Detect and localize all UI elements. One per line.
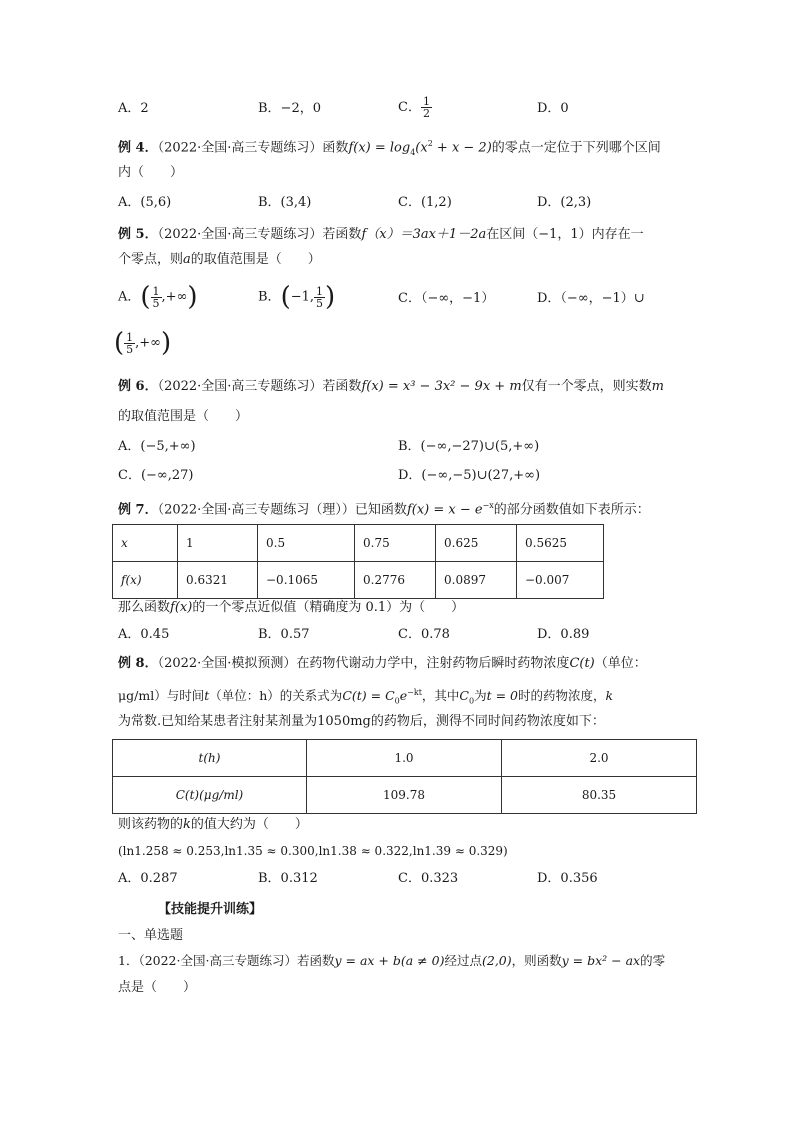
table-cell: 0.0897 bbox=[436, 562, 517, 599]
option-d-continued: ( $\frac{1}{5}$ ,+∞) bbox=[114, 328, 172, 358]
option-c: C．(1,2) bbox=[398, 195, 452, 210]
table-cell: 80.35 bbox=[502, 777, 697, 814]
option-d: D．0.89 bbox=[537, 627, 590, 642]
fraction: $\frac{1}{2}$ bbox=[422, 95, 430, 120]
table-cell: t(h) bbox=[113, 740, 307, 777]
example-7-question: 那么函数f(x)的一个零点近似值（精确度为 0.1）为（ ） bbox=[118, 600, 465, 615]
option-a: A．0.287 bbox=[118, 871, 178, 886]
option-a: A．(5,6) bbox=[118, 195, 172, 210]
example-label: 例 5． bbox=[118, 227, 158, 242]
table-cell: 1.0 bbox=[307, 740, 502, 777]
option-b: B．(3,4) bbox=[258, 195, 312, 210]
example-8-line-2: μg/ml）与时间t（单位：h）的关系式为$C(t) = C_0e^{-kt}$，其中$C_0$为t = 0时的药物浓度，k bbox=[118, 688, 614, 706]
option-c: C． $\frac{1}{2}$ bbox=[398, 95, 430, 120]
example-8-question: 则该药物的k的值大约为（ ） bbox=[118, 817, 308, 832]
table-row bbox=[113, 777, 697, 814]
example-6-line-2: 的取值范围是（ ） bbox=[118, 409, 249, 424]
example-8-line-1: 例 8．（2022·全国·模拟预测）在药物代谢动力学中，注射药物后瞬时药物浓度C(t)（单位： bbox=[118, 656, 647, 671]
table-cell: f(x) bbox=[113, 562, 178, 599]
example-6-line-1: 例 6．（2022·全国·高三专题练习）若函数f(x) = x³ − 3x² − 9x + m仅有一个零点，则实数m bbox=[118, 379, 664, 394]
option-c: C．0.323 bbox=[398, 871, 459, 886]
table-cell: 2.0 bbox=[502, 740, 697, 777]
option-a: A．0.45 bbox=[118, 627, 170, 642]
example-5-line-1: 例 5．（2022·全国·高三专题练习）若函数f（x）＝3ax＋1－2a在区间（−1，1）内存在一 bbox=[118, 227, 644, 242]
example-4-line-2: 内（ ） bbox=[118, 165, 184, 180]
concentration-table bbox=[112, 739, 697, 814]
section-heading: 【技能提升训练】 bbox=[158, 902, 263, 917]
table-row bbox=[113, 525, 604, 562]
example-5-line-2: 个零点，则a的取值范围是（ ） bbox=[118, 252, 321, 267]
table-cell: x bbox=[113, 525, 178, 562]
table-cell: 1 bbox=[178, 525, 258, 562]
option-d: D．0 bbox=[537, 101, 569, 116]
example-label: 例 7． bbox=[118, 502, 158, 518]
question-1-line-2: 点是（ ） bbox=[118, 980, 197, 995]
example-label: 例 6． bbox=[118, 379, 158, 394]
table-cell: 109.78 bbox=[307, 777, 502, 814]
option-b: B．(−1, $\frac{1}{5}$ ) bbox=[258, 282, 336, 312]
option-b: B．0.57 bbox=[258, 627, 310, 642]
question-1-line-1: 1．（2022·全国·高三专题练习）若函数y = ax + b(a ≠ 0)经过点(2,0)，则函数y = bx² − ax的零 bbox=[118, 953, 666, 968]
option-c: C．0.78 bbox=[398, 627, 450, 642]
table-cell: 0.5625 bbox=[517, 525, 604, 562]
table-cell: C(t)(μg/ml) bbox=[113, 777, 307, 814]
option-b: B．(−∞,−27)∪(5,+∞) bbox=[398, 439, 540, 454]
example-label: 例 8． bbox=[118, 656, 158, 671]
table-cell: 0.625 bbox=[436, 525, 517, 562]
table-cell: 0.6321 bbox=[178, 562, 258, 599]
option-c: C．（−∞，−1） bbox=[398, 291, 495, 306]
section-subheading: 一、单选题 bbox=[118, 928, 184, 943]
example-7-line-1: 例 7．（2022·全国·高三专题练习（理））已知函数$f(x) = x - e^{-x}$的部分函数值如下表所示： bbox=[118, 501, 650, 518]
table-row bbox=[113, 562, 604, 599]
table-cell: −0.007 bbox=[517, 562, 604, 599]
table-cell: 0.75 bbox=[355, 525, 436, 562]
example-8-hint: (ln1.258 ≈ 0.253,ln1.35 ≈ 0.300,ln1.38 ≈ 0.322,ln1.39 ≈ 0.329) bbox=[118, 844, 508, 858]
option-a: A．(−5,+∞) bbox=[118, 439, 196, 454]
table-cell: −0.1065 bbox=[258, 562, 355, 599]
option-a: A．2 bbox=[118, 101, 149, 116]
option-d: D．(−∞,−5)∪(27,+∞) bbox=[398, 468, 541, 483]
example-8-line-3: 为常数.已知给某患者注射某剂量为1050mg的药物后，测得不同时间药物浓度如下： bbox=[118, 714, 605, 729]
option-a: A．( $\frac{1}{5}$ ,+∞) bbox=[118, 282, 198, 312]
example-4-line-1: 例 4．（2022·全国·高三专题练习）函数$f(x) = \log_4(x^2 + x - 2)$的零点一定位于下列哪个区间 bbox=[118, 139, 661, 157]
option-d: D．（−∞，−1）∪ bbox=[537, 291, 645, 306]
example-label: 例 4． bbox=[118, 140, 158, 156]
option-b: B．0.312 bbox=[258, 871, 318, 886]
option-b: B．−2，0 bbox=[258, 101, 321, 116]
table-cell: 0.5 bbox=[258, 525, 355, 562]
table-cell: 0.2776 bbox=[355, 562, 436, 599]
option-d: D．0.356 bbox=[537, 871, 598, 886]
table-row bbox=[113, 740, 697, 777]
values-table bbox=[112, 524, 604, 599]
option-d: D．(2,3) bbox=[537, 195, 592, 210]
option-c: C．(−∞,27) bbox=[118, 468, 194, 483]
